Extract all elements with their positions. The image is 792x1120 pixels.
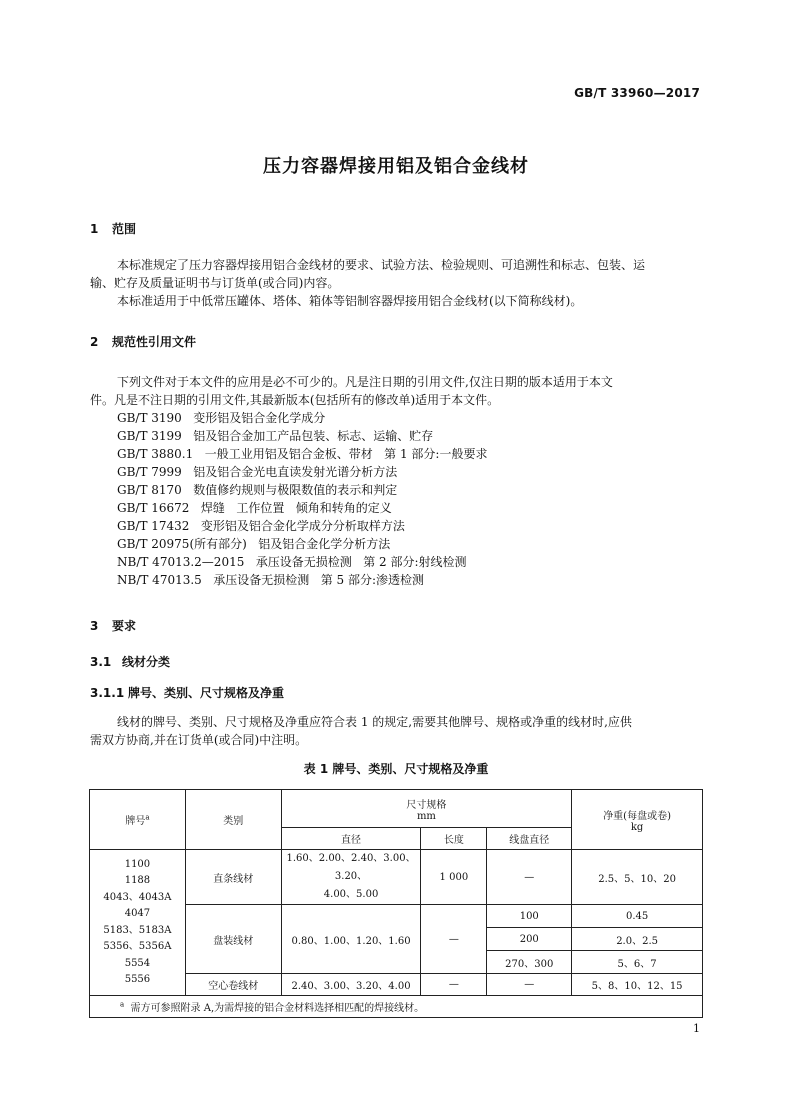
reference-item: GB/T 8170 数值修约规则与极限数值的表示和判定 [117,483,398,497]
header-weight-label: 净重(每盘或卷) [603,810,671,822]
subsection-title: 牌号、类别、尺寸规格及净重 [128,686,285,700]
reference-item: GB/T 3199 铝及铝合金加工产品包装、标志、运输、贮存 [117,429,434,443]
subsection-3-1-heading [90,653,170,670]
subsection-3-1-1-heading [90,684,284,701]
section-title: 要求 [112,619,137,633]
footnote-marker: a [145,813,150,822]
grade-item: 5183、5183A [103,924,172,936]
section-2-heading [90,333,196,350]
header-size-spec [281,790,572,828]
length-cell: — [421,905,487,974]
classification-paragraph: 线材的牌号、类别、尺寸规格及净重应符合表 1 的规定,需要其他牌号、规格或净重的线材时,应供 [117,715,632,729]
diameter-cell: 2.40、3.00、3.20、4.00 [281,974,421,996]
grade-item: 4047 [124,908,151,919]
length-cell: 1 000 [421,850,487,905]
standard-code: GB/T 33960—2017 [574,86,700,100]
header-diameter: 直径 [281,828,421,850]
section-number: 2 [90,335,99,349]
category-cell: 直条线材 [185,850,281,905]
section-number: 3 [90,619,99,633]
header-net-weight [572,790,703,850]
reference-item: NB/T 47013.5 承压设备无损检测 第 5 部分:渗透检测 [117,573,424,587]
table-footnote-row [90,996,703,1018]
header-length: 长度 [421,828,487,850]
header-size-unit: mm [416,810,436,822]
category-cell: 盘装线材 [185,905,281,974]
section-title: 范围 [112,222,137,236]
subsection-number: 3.1 [90,655,112,669]
grade-item: 4043、4043A [103,891,172,903]
reference-item: GB/T 7999 铝及铝合金光电直读发射光谱分析方法 [117,465,398,479]
net-weight-cell: 2.0、2.5 [572,928,703,951]
length-cell: — [421,974,487,996]
table-row [90,850,703,905]
scope-paragraph-1 [117,256,707,274]
document-title: 压力容器焊接用铝及铝合金线材 [263,156,529,177]
header-grade: 牌号$^a$ [90,790,186,850]
section-title: 规范性引用文件 [112,335,197,349]
references-intro: 下列文件对于本文件的应用是必不可少的。凡是注日期的引用文件,仅注日期的版本适用于本文 [117,375,613,389]
reference-item: NB/T 47013.2—2015 承压设备无损检测 第 2 部分:射线检测 [117,555,467,569]
category-cell: 空心卷线材 [185,974,281,996]
section-3-heading [90,617,136,634]
table-caption: 表 1 牌号、类别、尺寸规格及净重 [303,762,489,776]
footnote-text: 需方可参照附录 A,为需焊接的铝合金材料选择相匹配的焊接线材。 [130,1003,425,1014]
grade-item: 5356、5356A [103,941,172,952]
reference-item: GB/T 20975(所有部分) 铝及铝合金化学分析方法 [117,537,391,551]
diameter-cell [281,850,421,905]
coil-diameter-cell: — [487,974,572,996]
coil-diameter-cell: 200 [487,928,572,951]
footnote-marker: a [120,1000,125,1009]
net-weight-cell: 0.45 [572,905,703,928]
reference-item: GB/T 16672 焊缝 工作位置 倾角和转角的定义 [117,501,392,515]
subsection-number: 3.1.1 [90,686,125,700]
reference-item: GB/T 3880.1 一般工业用铝及铝合金板、带材 第 1 部分:一般要求 [117,447,488,461]
net-weight-cell: 2.5、5、10、20 [572,850,703,905]
grade-item: 1188 [124,875,151,886]
table-footnote [90,996,703,1018]
reference-item: GB/T 3190 变形铝及铝合金化学成分 [117,411,326,425]
grade-list-cell [90,850,186,996]
subsection-title: 线材分类 [122,655,171,669]
net-weight-cell: 5、6、7 [572,951,703,974]
section-number: 1 [90,222,99,236]
grade-item: 1100 [124,858,151,870]
header-size-label: 尺寸规格 [406,799,447,811]
header-weight-unit: kg [630,821,644,833]
diameter-line: 4.00、5.00 [323,889,379,900]
net-weight-cell: 5、8、10、12、15 [572,974,703,996]
references-intro-cont: 件。凡是不注日期的引用文件,其最新版本(包括所有的修改单)适用于本文件。 [90,393,500,407]
text-line: 本标准规定了压力容器焊接用铝合金线材的要求、试验方法、检验规则、可追溯性和标志、包装、运 [117,258,646,272]
scope-paragraph-2: 本标准适用于中低常压罐体、塔体、箱体等铝制容器焊接用铝合金线材(以下简称线材)。 [117,294,583,308]
diameter-line: 1.60、2.00、2.40、3.00、3.20、 [286,853,416,882]
section-1-heading [90,220,136,237]
grade-item: 5554 [124,957,151,969]
reference-item: GB/T 17432 变形铝及铝合金化学成分分析取样方法 [117,519,405,533]
header-category: 类别 [185,790,281,850]
scope-paragraph-1-cont: 输、贮存及质量证明书与订货单(或合同)内容。 [90,276,340,290]
table-header-row [90,790,703,828]
diameter-cell: 0.80、1.00、1.20、1.60 [281,905,421,974]
grade-item: 5556 [124,974,151,985]
classification-paragraph-cont: 需双方协商,并在订货单(或合同)中注明。 [90,733,308,747]
spec-table [89,789,703,1018]
coil-diameter-cell: 100 [487,905,572,928]
coil-diameter-cell: — [487,850,572,905]
coil-diameter-cell: 270、300 [487,951,572,974]
page-number: 1 [693,1022,700,1035]
header-coil-diameter: 线盘直径 [487,828,572,850]
